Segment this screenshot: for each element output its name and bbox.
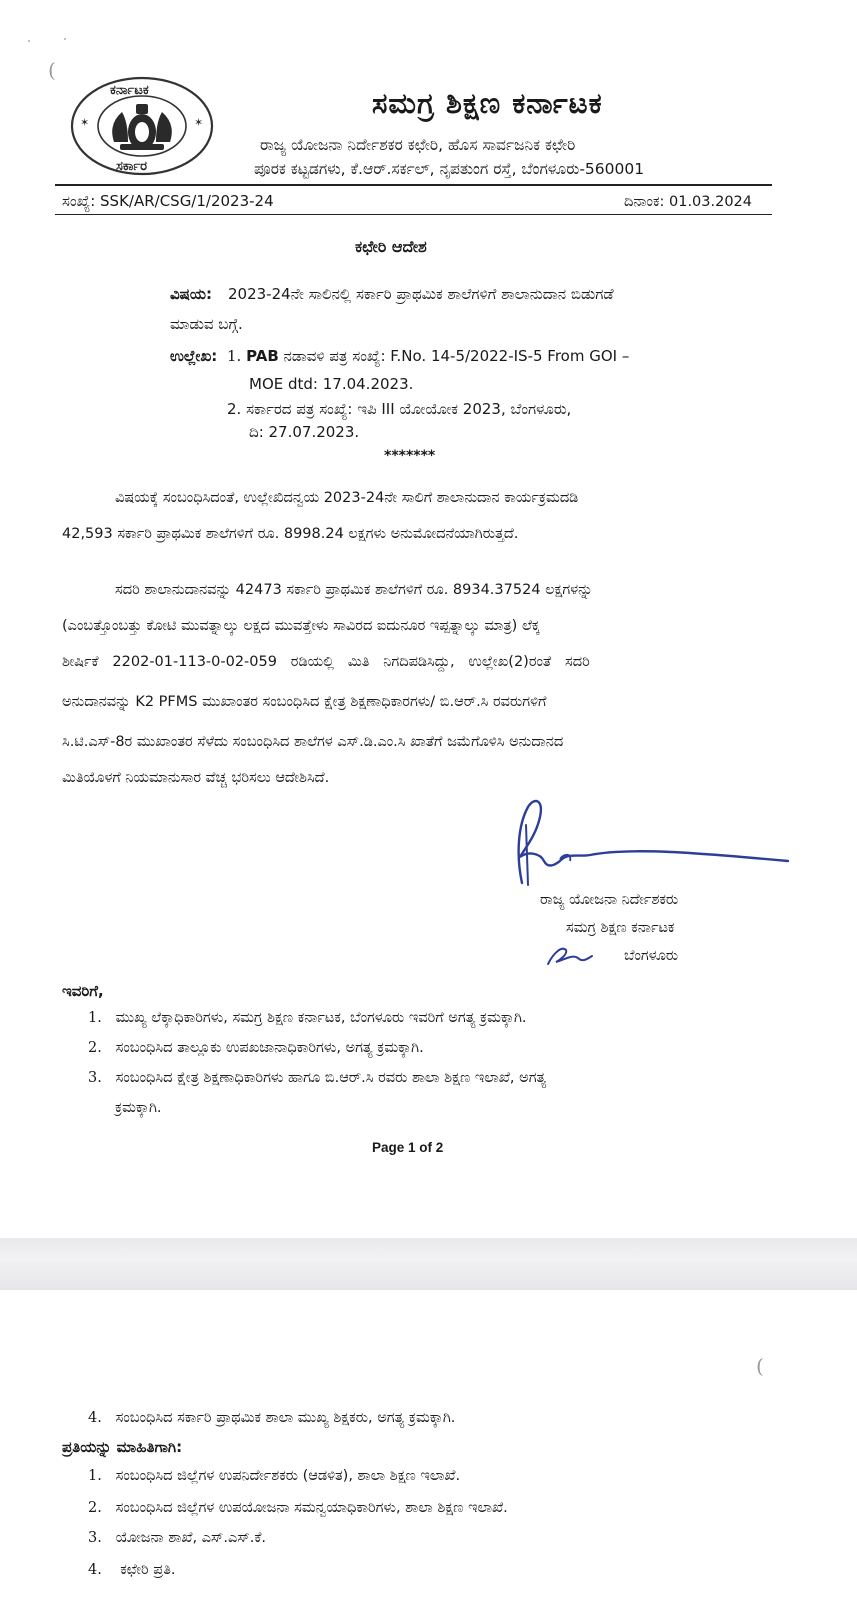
copy-number: 4. xyxy=(88,1562,102,1578)
signatory-designation: ರಾಜ್ಯ ಯೋಜನಾ ನಿರ್ದೇಶಕರು xyxy=(540,892,679,908)
subject-text: 2023-24ನೇ ಸಾಲಿನಲ್ಲಿ ಸರ್ಕಾರಿ ಪ್ರಾಥಮಿಕ ಶಾಲೆಗಳಿಗೆ ಶಾಲಾನುದಾನ ಬಿಡುಗಡೆ xyxy=(228,285,614,303)
copy-number: 1. xyxy=(88,1468,102,1484)
reference-number: ಸಂಖ್ಯೆ: SSK/AR/CSG/1/2023-24 xyxy=(62,192,274,210)
subject-label: ವಿಷಯ: xyxy=(170,285,212,303)
office-address-line1: ರಾಜ್ಯ ಯೋಜನಾ ನಿರ್ದೇಶಕರ ಕಛೇರಿ, ಹೊಸ ಸಾರ್ವಜನಿಕ ಕಛೇರಿ xyxy=(260,136,576,154)
copy-number: 2. xyxy=(88,1500,102,1516)
svg-text:✶: ✶ xyxy=(80,116,90,129)
recipients-label: ಇವರಿಗೆ, xyxy=(62,982,104,1000)
paragraph-1-line-2: 42,593 ಸರ್ಕಾರಿ ಪ್ರಾಥಮಿಕ ಶಾಲೆಗಳಿಗೆ ರೂ. 8998.24 ಲಕ್ಷಗಳು ಅನುಮೋದನೆಯಾಗಿರುತ್ತದೆ. xyxy=(62,526,519,542)
copy-item xyxy=(88,1500,508,1516)
reference-2: 2. ಸರ್ಕಾರದ ಪತ್ರ ಸಂಖ್ಯೆ: ಇಪಿ III ಯೋಯೋಕ 2023, ಬೆಂಗಳೂರು, xyxy=(227,400,572,418)
recipient-item xyxy=(88,1410,455,1426)
reference-1-continued: MOE dtd: 17.04.2023. xyxy=(249,375,414,393)
page-number: Page 1 of 2 xyxy=(372,1140,444,1155)
scan-speck xyxy=(64,38,66,40)
initials-mark xyxy=(544,942,594,970)
signatory-place: ಬೆಂಗಳೂರು xyxy=(624,948,679,964)
office-address-line2: ಪೂರಕ ಕಟ್ಟಡಗಳು, ಕೆ.ಆರ್.ಸರ್ಕಲ್, ನೃಪತುಂಗ ರಸ್ತೆ, ಬೆಂಗಳೂರು-560001 xyxy=(254,160,645,178)
signatory-organisation: ಸಮಗ್ರ ಶಿಕ್ಷಣ ಕರ್ನಾಟಕ xyxy=(566,920,675,936)
recipient-number: 3. xyxy=(88,1070,102,1086)
copy-text: ಸಂಬಂಧಿಸಿದ ಜಿಲ್ಲೆಗಳ ಉಪಯೋಜನಾ ಸಮನ್ವಯಾಧಿಕಾರಿಗಳು, ಶಾಲಾ ಶಿಕ್ಷಣ ಇಲಾಖೆ. xyxy=(115,1500,508,1516)
recipient-text: ಸಂಬಂಧಿಸಿದ ತಾಲ್ಲೂಕು ಉಪಖಜಾನಾಧಿಕಾರಿಗಳು, ಅಗತ್ಯ ಕ್ರಮಕ್ಕಾಗಿ. xyxy=(115,1040,424,1056)
header-rule xyxy=(55,184,772,186)
recipient-item xyxy=(88,1010,527,1026)
paragraph-2-line-3: ಶೀರ್ಷಿಕೆ 2202-01-113-0-02-059 ರಡಿಯಲ್ಲಿ ಮಿತಿ ನಿಗದಿಪಡಿಸಿದ್ದು, ಉಲ್ಲೇಖ(2)ರಂತೆ ಸದರಿ xyxy=(62,654,590,670)
organisation-title: ಸಮಗ್ರ ಶಿಕ್ಷಣ ಕರ್ನಾಟಕ xyxy=(372,86,603,120)
scan-mark: ( xyxy=(756,1354,764,1378)
copy-text: ಕಛೇರಿ ಪ್ರತಿ. xyxy=(115,1562,176,1578)
recipient-item xyxy=(88,1040,424,1056)
karnataka-government-seal xyxy=(70,76,214,176)
copy-item xyxy=(88,1468,460,1484)
paragraph-1-line-1: ವಿಷಯಕ್ಕೆ ಸಂಬಂಧಿಸಿದಂತೆ, ಉಲ್ಲೇಖಿದನ್ವಯ 2023-24ನೇ ಸಾಲಿಗೆ ಶಾಲಾನುದಾನ ಕಾರ್ಯಕ್ರಮದಡಿ xyxy=(115,490,579,506)
recipient-text: ಸಂಬಂಧಿಸಿದ ಸರ್ಕಾರಿ ಪ್ರಾಥಮಿಕ ಶಾಲಾ ಮುಖ್ಯ ಶಿಕ್ಷಕರು, ಅಗತ್ಯ ಕ್ರಮಕ್ಕಾಗಿ. xyxy=(115,1410,456,1426)
subject-text-continued: ಮಾಡುವ ಬಗ್ಗೆ. xyxy=(170,315,243,333)
signature xyxy=(500,795,800,900)
page-separator xyxy=(0,1238,857,1290)
reference-1-text: ನಡಾವಳಿ ಪತ್ರ ಸಂಖ್ಯೆ: F.No. 14-5/2022-IS-5 From GOI – xyxy=(283,347,630,365)
order-title: ಕಛೇರಿ ಆದೇಶ xyxy=(355,237,427,256)
references-label: ಉಲ್ಲೇಖ: xyxy=(170,347,218,365)
seal-bottom-text: ಸರ್ಕಾರ xyxy=(116,159,147,174)
reference-2-continued: ದಿ: 27.07.2023. xyxy=(249,423,360,441)
svg-text:✶: ✶ xyxy=(194,116,204,129)
copy-text: ಯೋಜನಾ ಶಾಖೆ, ಎಸ್.ಎಸ್.ಕೆ. xyxy=(115,1530,267,1546)
separator: ******* xyxy=(384,448,436,464)
copy-number: 3. xyxy=(88,1530,102,1546)
recipient-number: 2. xyxy=(88,1040,102,1056)
paragraph-2-line-5: ಸಿ.ಟಿ.ಎಸ್-8ರ ಮುಖಾಂತರ ಸೆಳೆದು ಸಂಬಂಧಿಸಿದ ಶಾಲೆಗಳ ಎಸ್.ಡಿ.ಎಂ.ಸಿ ಖಾತೆಗೆ ಜಮೆಗೊಳಿಸಿ ಅನುದಾನದ xyxy=(62,734,564,750)
reference-1 xyxy=(227,347,629,365)
reference-1-pab: PAB xyxy=(246,347,279,365)
paragraph-2-line-4: ಅನುದಾನವನ್ನು K2 PFMS ಮುಖಾಂತರ ಸಂಬಂಧಿಸಿದ ಕ್ಷೇತ್ರ ಶಿಕ್ಷಣಾಧಿಕಾರಗಳು/ ಬಿ.ಆರ್.ಸಿ ರವರುಗಳಿಗೆ xyxy=(62,694,547,710)
copy-text: ಸಂಬಂಧಿಸಿದ ಜಿಲ್ಲೆಗಳ ಉಪನಿರ್ದೇಶಕರು (ಆಡಳಿತ), ಶಾಲಾ ಶಿಕ್ಷಣ ಇಲಾಖೆ. xyxy=(115,1468,461,1484)
recipient-number: 1. xyxy=(88,1010,102,1026)
recipient-text: ಸಂಬಂಧಿಸಿದ ಕ್ಷೇತ್ರ ಶಿಕ್ಷಣಾಧಿಕಾರಿಗಳು ಹಾಗೂ ಬಿ.ಆರ್.ಸಿ ರವರು ಶಾಲಾ ಶಿಕ್ಷಣ ಇಲಾಖೆ, ಅಗತ್ಯ xyxy=(115,1070,547,1086)
paragraph-2-line-1: ಸದರಿ ಶಾಲಾನುದಾನವನ್ನು 42473 ಸರ್ಕಾರಿ ಪ್ರಾಥಮಿಕ ಶಾಲೆಗಳಿಗೆ ರೂ. 8934.37524 ಲಕ್ಷಗಳನ್ನು xyxy=(115,582,593,598)
header-rule-lower xyxy=(55,214,772,215)
seal-top-text: ಕರ್ನಾಟಕ xyxy=(110,83,149,98)
scan-mark: ( xyxy=(48,58,56,82)
recipient-number: 4. xyxy=(88,1410,102,1426)
copy-item xyxy=(88,1562,176,1578)
copies-label: ಪ್ರತಿಯನ್ನು ಮಾಹಿತಿಗಾಗಿ: xyxy=(62,1438,183,1456)
paragraph-2-line-2: (ಎಂಬತ್ತೊಂಬತ್ತು ಕೋಟಿ ಮುವತ್ನಾಲ್ಕು ಲಕ್ಷದ ಮುವತ್ತೇಳು ಸಾವಿರದ ಐದುನೂರ ಇಪ್ಪತ್ನಾಲ್ಕು ಮಾತ್ರ) ಲೆಕ್ಕ xyxy=(62,618,540,634)
order-date: ದಿನಾಂಕ: 01.03.2024 xyxy=(624,194,753,210)
recipient-text-continued: ಕ್ರಮಕ್ಕಾಗಿ. xyxy=(115,1100,162,1116)
copy-item xyxy=(88,1530,266,1546)
recipient-text: ಮುಖ್ಯ ಲೆಕ್ಕಾಧಿಕಾರಿಗಳು, ಸಮಗ್ರ ಶಿಕ್ಷಣ ಕರ್ನಾಟಕ, ಬೆಂಗಳೂರು ಇವರಿಗೆ ಅಗತ್ಯ ಕ್ರಮಕ್ಕಾಗಿ. xyxy=(115,1010,527,1026)
scan-speck xyxy=(28,40,30,42)
paragraph-2-line-6: ಮಿತಿಯೊಳಗೆ ನಿಯಮಾನುಸಾರ ವೆಚ್ಚ ಭರಿಸಲು ಆದೇಶಿಸಿದೆ. xyxy=(62,770,330,786)
recipient-item xyxy=(88,1070,546,1086)
reference-1-number: 1. xyxy=(227,347,242,365)
